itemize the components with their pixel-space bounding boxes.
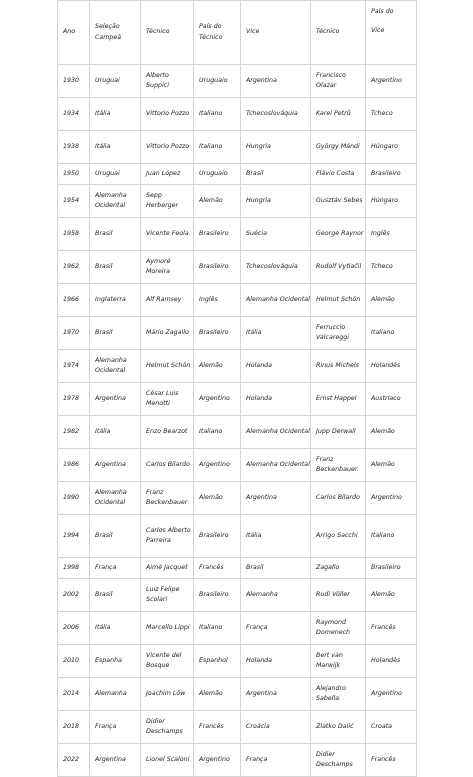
- cell-year: 1970: [58, 317, 90, 350]
- cell-runner-up: Brasil: [241, 558, 311, 579]
- cell-runner-coach: György Mándi: [311, 131, 366, 164]
- cell-year: 1958: [58, 218, 90, 251]
- cell-champion: Argentina: [90, 449, 141, 482]
- cell-coach-country: Brasileiro: [194, 515, 241, 558]
- table-row: [58, 284, 417, 317]
- cell-runner-coach: Didier Deschamps: [311, 744, 366, 777]
- cell-coach: Didier Deschamps: [141, 711, 194, 744]
- cell-coach: Lionel Scaloni: [141, 744, 194, 777]
- cell-runner-coach: Jupp Derwall: [311, 416, 366, 449]
- cell-champion: Itália: [90, 612, 141, 645]
- cell-coach-country: Espanhol: [194, 645, 241, 678]
- cell-runner-up: França: [241, 744, 311, 777]
- cell-runner-coach: Rudolf Vytlačil: [311, 251, 366, 284]
- cell-runner-coach: Zlatko Dalić: [311, 711, 366, 744]
- table-row: [58, 744, 417, 777]
- cell-champion: Brasil: [90, 218, 141, 251]
- cell-year: 1974: [58, 350, 90, 383]
- cell-champion: Itália: [90, 131, 141, 164]
- cell-runner-country: Alemão: [366, 579, 417, 612]
- cell-coach: César Luis Menotti: [141, 383, 194, 416]
- cell-coach: Marcello Lippi: [141, 612, 194, 645]
- cell-coach: Juan López: [141, 164, 194, 185]
- cell-runner-coach: Franz Beckenbauer: [311, 449, 366, 482]
- cell-year: 2014: [58, 678, 90, 711]
- cell-year: 2010: [58, 645, 90, 678]
- table-row: [58, 579, 417, 612]
- cell-coach-country: Uruguaio: [194, 65, 241, 98]
- cell-champion: Itália: [90, 416, 141, 449]
- table-body: [58, 65, 417, 777]
- cell-runner-country: Tcheco: [366, 98, 417, 131]
- cell-coach-country: Inglês: [194, 284, 241, 317]
- cell-runner-up: Alemanha Ocidental: [241, 416, 311, 449]
- cell-coach: Vittorio Pozzo: [141, 131, 194, 164]
- cell-runner-coach: Karel Petrů: [311, 98, 366, 131]
- table-row: [58, 612, 417, 645]
- table-row: [58, 711, 417, 744]
- cell-year: 1954: [58, 185, 90, 218]
- cell-runner-up: Alemanha Ocidental: [241, 449, 311, 482]
- cell-coach-country: Italiano: [194, 98, 241, 131]
- cell-runner-country: Holandês: [366, 350, 417, 383]
- cell-year: 1950: [58, 164, 90, 185]
- cell-coach: Vicente Feola: [141, 218, 194, 251]
- cell-runner-up: Tchecoslováquia: [241, 98, 311, 131]
- cell-year: 1966: [58, 284, 90, 317]
- cell-champion: Alemanha: [90, 678, 141, 711]
- cell-champion: Alemanha Ocidental: [90, 185, 141, 218]
- cell-runner-coach: Alejandro Sabella: [311, 678, 366, 711]
- cell-coach: Carlos Alberto Parreira: [141, 515, 194, 558]
- cell-year: 1986: [58, 449, 90, 482]
- cell-runner-coach: Francisco Olazar: [311, 65, 366, 98]
- cell-runner-country: Croata: [366, 711, 417, 744]
- cell-runner-up: Itália: [241, 515, 311, 558]
- cell-coach: Mário Zagallo: [141, 317, 194, 350]
- cell-runner-country: Inglês: [366, 218, 417, 251]
- cell-year: 1978: [58, 383, 90, 416]
- cell-coach-country: Alemão: [194, 185, 241, 218]
- cell-runner-country: Francês: [366, 612, 417, 645]
- cell-runner-coach: Carlos Bilardo: [311, 482, 366, 515]
- world-cup-champions-table: [57, 0, 417, 777]
- header-runner-up: Vice: [241, 1, 311, 65]
- table-row: [58, 678, 417, 711]
- cell-runner-coach: Rinus Michels: [311, 350, 366, 383]
- table-row: [58, 131, 417, 164]
- cell-year: 2006: [58, 612, 90, 645]
- cell-champion: França: [90, 558, 141, 579]
- cell-runner-country: Austríaco: [366, 383, 417, 416]
- header-champion: Seleção Campeã: [90, 1, 141, 65]
- cell-coach: Enzo Bearzot: [141, 416, 194, 449]
- cell-runner-up: Hungria: [241, 131, 311, 164]
- cell-coach-country: Argentino: [194, 744, 241, 777]
- table-row: [58, 645, 417, 678]
- cell-runner-country: Italiano: [366, 317, 417, 350]
- cell-runner-coach: Zagallo: [311, 558, 366, 579]
- cell-runner-country: Alemão: [366, 284, 417, 317]
- header-runner-up-coach: Técnico: [311, 1, 366, 65]
- cell-coach: Vicente del Bosque: [141, 645, 194, 678]
- cell-coach-country: Italiano: [194, 131, 241, 164]
- cell-coach-country: Uruguaio: [194, 164, 241, 185]
- table-row: [58, 164, 417, 185]
- cell-runner-up: Argentina: [241, 482, 311, 515]
- header-runner-up-country-line1: País do: [371, 8, 394, 15]
- cell-coach-country: Brasileiro: [194, 251, 241, 284]
- table-row: [58, 98, 417, 131]
- header-year: Ano: [58, 1, 90, 65]
- cell-coach-country: Alemão: [194, 678, 241, 711]
- cell-runner-up: Brasil: [241, 164, 311, 185]
- table-header-row: [58, 1, 417, 65]
- table-row: [58, 185, 417, 218]
- cell-runner-country: Brasileiro: [366, 558, 417, 579]
- cell-champion: Alemanha Ocidental: [90, 350, 141, 383]
- cell-coach-country: Brasileiro: [194, 579, 241, 612]
- table-row: [58, 482, 417, 515]
- cell-runner-up: Hungria: [241, 185, 311, 218]
- cell-champion: Uruguai: [90, 65, 141, 98]
- cell-runner-coach: Ferruccio Valcareggi: [311, 317, 366, 350]
- cell-champion: Espanha: [90, 645, 141, 678]
- cell-coach: Aimé Jacquet: [141, 558, 194, 579]
- cell-coach: Sepp Herberger: [141, 185, 194, 218]
- table-row: [58, 515, 417, 558]
- cell-champion: Inglaterra: [90, 284, 141, 317]
- header-coach: Técnico: [141, 1, 194, 65]
- cell-champion: Brasil: [90, 579, 141, 612]
- table-row: [58, 416, 417, 449]
- cell-year: 1934: [58, 98, 90, 131]
- cell-champion: Argentina: [90, 744, 141, 777]
- cell-coach-country: Argentino: [194, 449, 241, 482]
- table-row: [58, 383, 417, 416]
- cell-runner-coach: Ernst Happel: [311, 383, 366, 416]
- cell-year: 2018: [58, 711, 90, 744]
- cell-runner-up: Argentina: [241, 65, 311, 98]
- cell-coach: Helmut Schön: [141, 350, 194, 383]
- cell-coach-country: Francês: [194, 558, 241, 579]
- cell-runner-country: Brasileiro: [366, 164, 417, 185]
- cell-champion: Brasil: [90, 251, 141, 284]
- cell-runner-country: Argentino: [366, 678, 417, 711]
- cell-runner-up: França: [241, 612, 311, 645]
- cell-runner-country: Italiano: [366, 515, 417, 558]
- table-row: [58, 65, 417, 98]
- cell-runner-country: Húngaro: [366, 185, 417, 218]
- cell-runner-coach: Raymond Domenech: [311, 612, 366, 645]
- cell-year: 1962: [58, 251, 90, 284]
- cell-runner-country: Argentino: [366, 482, 417, 515]
- cell-champion: Alemanha Ocidental: [90, 482, 141, 515]
- cell-runner-up: Tchecoslováquia: [241, 251, 311, 284]
- table-row: [58, 218, 417, 251]
- cell-year: 1998: [58, 558, 90, 579]
- cell-coach: Franz Beckenbauer: [141, 482, 194, 515]
- cell-runner-up: Holanda: [241, 383, 311, 416]
- cell-champion: Uruguai: [90, 164, 141, 185]
- header-runner-up-country-line2: Vice: [371, 26, 385, 34]
- cell-runner-coach: Helmut Schön: [311, 284, 366, 317]
- cell-coach-country: Alemão: [194, 482, 241, 515]
- cell-champion: Itália: [90, 98, 141, 131]
- cell-runner-coach: Arrigo Sacchi: [311, 515, 366, 558]
- cell-coach-country: Brasileiro: [194, 218, 241, 251]
- cell-runner-up: Holanda: [241, 350, 311, 383]
- cell-runner-coach: Rudi Völler: [311, 579, 366, 612]
- cell-champion: Brasil: [90, 515, 141, 558]
- cell-runner-coach: Flávio Costa: [311, 164, 366, 185]
- cell-coach-country: Francês: [194, 711, 241, 744]
- cell-coach: Alberto Suppici: [141, 65, 194, 98]
- cell-champion: Brasil: [90, 317, 141, 350]
- cell-runner-up: Holanda: [241, 645, 311, 678]
- table-row: [58, 251, 417, 284]
- cell-runner-coach: George Raynor: [311, 218, 366, 251]
- cell-runner-coach: Bert van Marwijk: [311, 645, 366, 678]
- table-row: [58, 449, 417, 482]
- cell-runner-up: Alemanha Ocidental: [241, 284, 311, 317]
- cell-coach: Joachim Löw: [141, 678, 194, 711]
- cell-coach: Alf Ramsey: [141, 284, 194, 317]
- cell-runner-country: Argentino: [366, 65, 417, 98]
- header-coach-country: País do Técnico: [194, 1, 241, 65]
- table-row: [58, 350, 417, 383]
- header-runner-up-coach-country: [366, 1, 417, 65]
- cell-runner-country: Francês: [366, 744, 417, 777]
- cell-coach: Aymoré Moreira: [141, 251, 194, 284]
- cell-runner-up: Argentina: [241, 678, 311, 711]
- cell-champion: Argentina: [90, 383, 141, 416]
- cell-runner-up: Itália: [241, 317, 311, 350]
- cell-year: 1938: [58, 131, 90, 164]
- cell-year: 2002: [58, 579, 90, 612]
- cell-runner-up: Suécia: [241, 218, 311, 251]
- table-row: [58, 558, 417, 579]
- cell-year: 1930: [58, 65, 90, 98]
- cell-year: 1990: [58, 482, 90, 515]
- cell-runner-up: Croácia: [241, 711, 311, 744]
- cell-runner-country: Holandês: [366, 645, 417, 678]
- cell-runner-country: Tcheco: [366, 251, 417, 284]
- cell-coach-country: Italiano: [194, 612, 241, 645]
- cell-year: 1982: [58, 416, 90, 449]
- cell-runner-country: Alemão: [366, 449, 417, 482]
- cell-coach: Vittorio Pozzo: [141, 98, 194, 131]
- cell-coach: Carlos Bilardo: [141, 449, 194, 482]
- cell-year: 2022: [58, 744, 90, 777]
- cell-coach-country: Brasileiro: [194, 317, 241, 350]
- table-row: [58, 317, 417, 350]
- cell-runner-up: Alemanha: [241, 579, 311, 612]
- cell-champion: França: [90, 711, 141, 744]
- cell-coach-country: Alemão: [194, 350, 241, 383]
- cell-coach-country: Argentino: [194, 383, 241, 416]
- cell-runner-coach: Gusztáv Sebes: [311, 185, 366, 218]
- cell-runner-country: Húngaro: [366, 131, 417, 164]
- cell-year: 1994: [58, 515, 90, 558]
- cell-runner-country: Alemão: [366, 416, 417, 449]
- cell-coach: Luiz Felipe Scolari: [141, 579, 194, 612]
- cell-coach-country: Italiano: [194, 416, 241, 449]
